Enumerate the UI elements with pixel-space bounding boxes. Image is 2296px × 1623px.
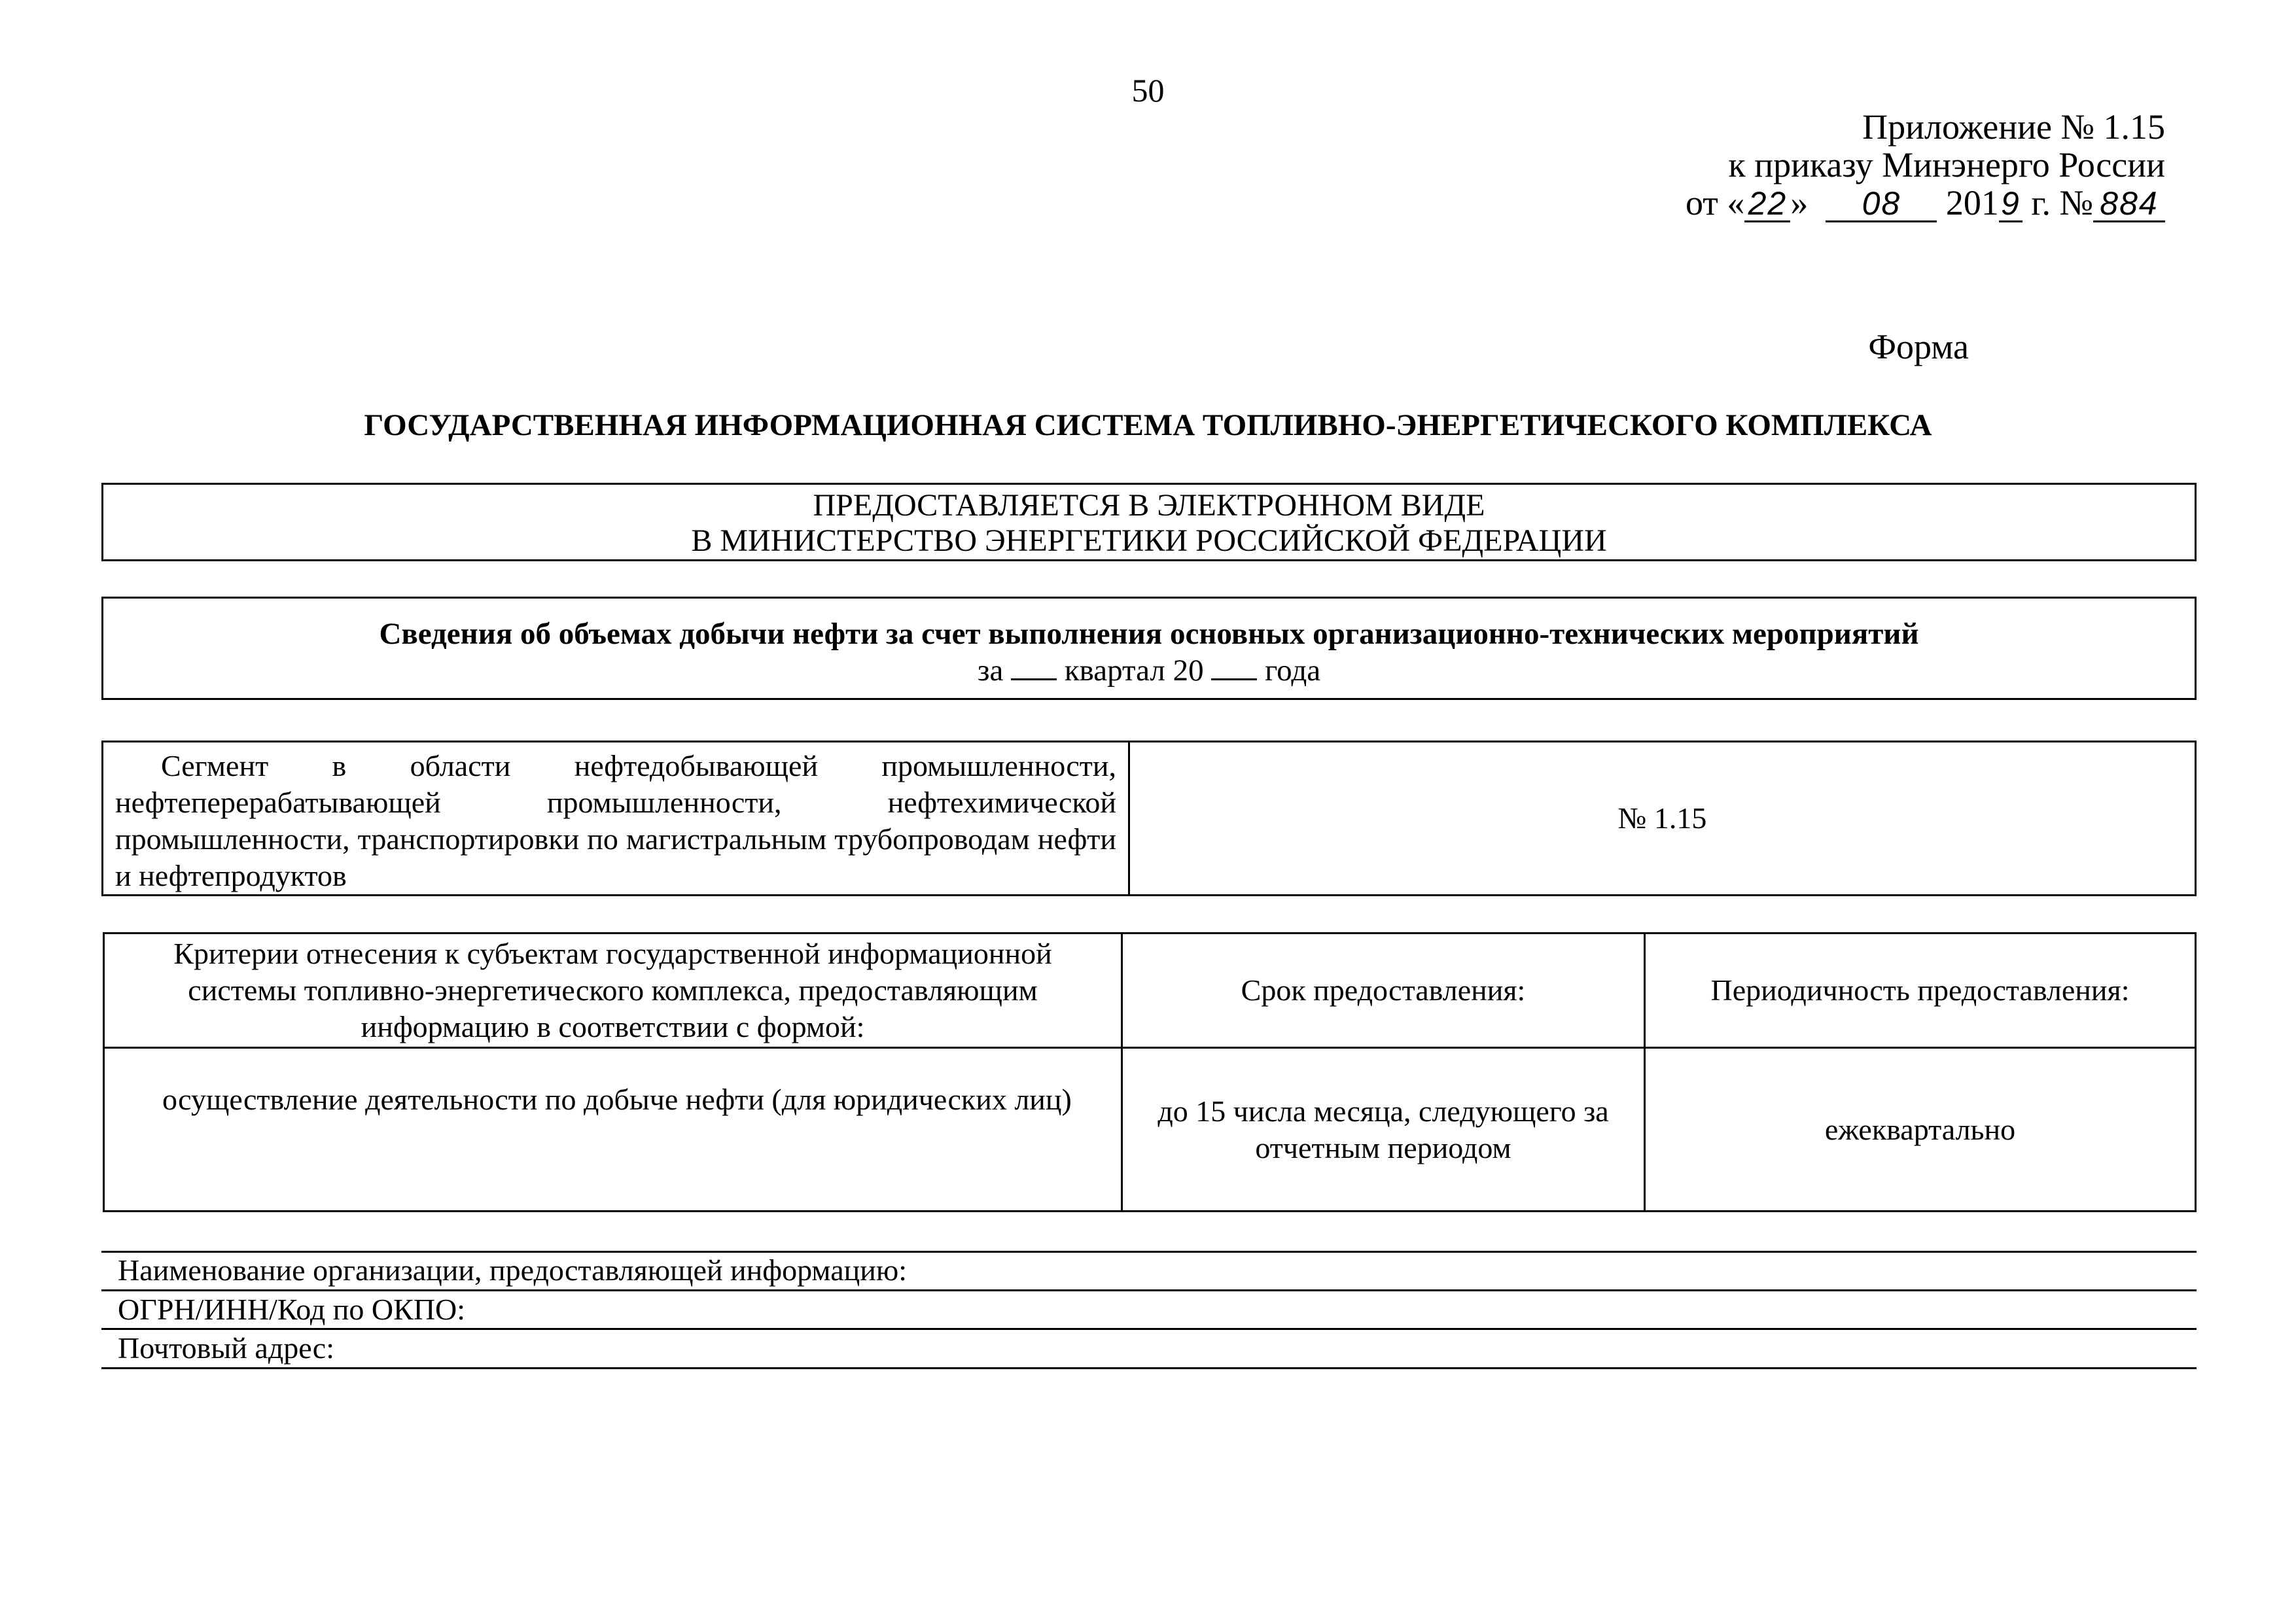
criteria-header: Критерии отнесения к субъектам государственной информационной системы топливно-энергетического комплекса, предоставляющим информацию в соответствии с формой: (104, 934, 1122, 1048)
submission-line-2: В МИНИСТЕРСТВО ЭНЕРГЕТИКИ РОССИЙСКОЙ ФЕДЕРАЦИИ (691, 523, 1607, 558)
frequency-header: Периодичность предоставления: (1645, 934, 2196, 1048)
order-number: 884 (2093, 186, 2165, 222)
period-middle: квартал 20 (1064, 654, 1204, 688)
report-title-box (101, 597, 2197, 700)
ids-label: ОГРН/ИНН/Код по ОКПО: (118, 1293, 466, 1326)
form-label: Форма (1868, 327, 1969, 366)
date-day: 22 (1744, 186, 1790, 222)
address-label: Почтовый адрес: (118, 1331, 334, 1365)
segment-table (101, 741, 2197, 896)
ids-field (101, 1291, 2197, 1330)
order-number-label: г. № (2031, 183, 2093, 222)
deadline-value: до 15 числа месяца, следующего за отчетным периодом (1122, 1048, 1645, 1212)
date-month: 08 (1826, 186, 1937, 222)
report-period (103, 652, 2195, 689)
deadline-header: Срок предоставления: (1122, 934, 1645, 1048)
quarter-blank (1011, 652, 1057, 680)
appendix-header (1511, 108, 2165, 222)
form-number: № 1.15 (1129, 742, 2196, 896)
org-name-field (101, 1252, 2197, 1291)
period-prefix: за (977, 654, 1004, 688)
year-blank (1211, 652, 1257, 680)
criteria-value: осуществление деятельности по добыче нефти (для юридических лиц) (104, 1048, 1122, 1212)
segment-text: Сегмент в области нефтедобывающей промышленности, нефтеперерабатывающей промышленности, нефтехимической промышленности, транспортировки по магистральным трубопроводам нефти и нефтепродуктов (103, 742, 1129, 896)
period-suffix: года (1265, 654, 1321, 688)
address-field (101, 1330, 2197, 1369)
appendix-date-line (1511, 184, 2165, 222)
date-mid: » (1790, 183, 1809, 222)
date-year-digit: 9 (1999, 186, 2022, 222)
criteria-table (103, 932, 2197, 1212)
table-row (104, 1048, 2196, 1212)
page-number: 50 (1131, 72, 1165, 109)
date-year-prefix: 201 (1945, 183, 1999, 222)
table-header-row (104, 934, 2196, 1048)
date-prefix: от « (1686, 183, 1745, 222)
main-title: ГОСУДАРСТВЕННАЯ ИНФОРМАЦИОННАЯ СИСТЕМА ТОПЛИВНО-ЭНЕРГЕТИЧЕСКОГО КОМПЛЕКСА (364, 408, 1932, 442)
org-name-label: Наименование организации, предоставляющей информацию: (118, 1253, 907, 1287)
appendix-title: Приложение № 1.15 (1862, 107, 2165, 147)
submission-box (101, 483, 2197, 561)
frequency-value: ежеквартально (1645, 1048, 2196, 1212)
appendix-order-ref: к приказу Минэнерго России (1728, 145, 2165, 184)
submission-line-1: ПРЕДОСТАВЛЯЕТСЯ В ЭЛЕКТРОННОМ ВИДЕ (813, 488, 1485, 523)
report-title: Сведения об объемах добычи нефти за счет выполнения основных организационно-технических мероприятий (379, 617, 1919, 651)
